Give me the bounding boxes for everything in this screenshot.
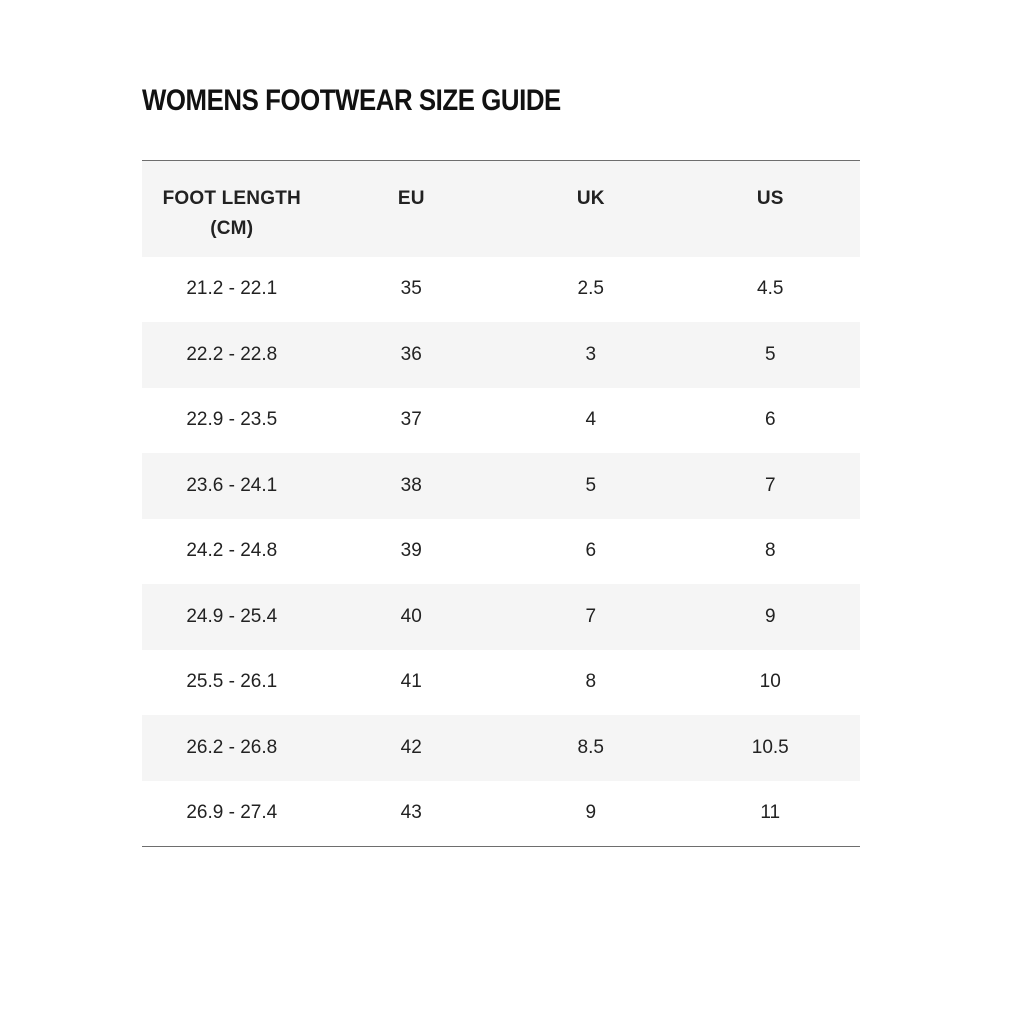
cell-uk: 8.5: [577, 736, 604, 758]
table-header-row: [142, 161, 860, 257]
cell-eu: 41: [400, 671, 422, 693]
table-row: [142, 781, 860, 847]
table-header: [142, 161, 860, 257]
cell-us: 4.5: [757, 278, 784, 300]
cell-us: 9: [764, 605, 776, 627]
cell-foot-length: 26.9 - 27.4: [186, 802, 278, 823]
cell-foot-length: 24.2 - 24.8: [186, 540, 278, 562]
cell-eu: 38: [400, 474, 422, 496]
table-row: [142, 388, 860, 454]
cell-eu: 35: [400, 278, 422, 300]
cell-us: 8: [764, 540, 776, 562]
cell-us: 6: [764, 409, 776, 431]
cell-eu: 42: [400, 736, 422, 758]
column-header-eu: EU: [397, 188, 425, 209]
table-row: [142, 650, 860, 716]
cell-foot-length: 21.2 - 22.1: [186, 278, 278, 300]
cell-eu: 39: [400, 540, 422, 562]
cell-uk: 9: [585, 802, 597, 823]
column-header-foot-length-line1: FOOT LENGTH: [162, 188, 301, 209]
page-title: WOMENS FOOTWEAR SIZE GUIDE: [142, 84, 561, 117]
table-row: [142, 519, 860, 585]
column-header-foot-length: [142, 161, 322, 257]
cell-eu: 36: [400, 343, 422, 365]
size-guide-table: [142, 160, 860, 847]
column-header-foot-length-line2: (CM): [210, 218, 254, 239]
table-row: [142, 257, 860, 323]
cell-us: 11: [760, 802, 781, 823]
cell-eu: 37: [400, 409, 422, 431]
cell-eu: 43: [400, 802, 422, 823]
cell-foot-length: 26.2 - 26.8: [186, 736, 278, 758]
cell-uk: 8: [585, 671, 597, 693]
cell-us: 10: [759, 671, 781, 693]
cell-foot-length: 22.9 - 23.5: [186, 409, 278, 431]
cell-uk: 5: [585, 474, 597, 496]
cell-uk: 2.5: [577, 278, 604, 300]
table-row: [142, 322, 860, 388]
cell-us: 5: [764, 343, 776, 365]
table-row: [142, 715, 860, 781]
cell-foot-length: 23.6 - 24.1: [186, 474, 278, 496]
cell-us: 7: [764, 474, 776, 496]
table-row: [142, 584, 860, 650]
cell-eu: 40: [400, 605, 422, 627]
table-body: [142, 257, 860, 847]
cell-foot-length: 25.5 - 26.1: [186, 671, 278, 693]
column-header-us: US: [756, 188, 784, 209]
cell-us: 10.5: [751, 736, 789, 758]
table-row: [142, 453, 860, 519]
cell-uk: 3: [585, 343, 597, 365]
cell-uk: 7: [585, 605, 597, 627]
cell-foot-length: 22.2 - 22.8: [186, 343, 278, 365]
cell-uk: 6: [585, 540, 597, 562]
cell-uk: 4: [585, 409, 597, 431]
cell-foot-length: 24.9 - 25.4: [186, 605, 278, 627]
column-header-uk: UK: [576, 188, 605, 209]
